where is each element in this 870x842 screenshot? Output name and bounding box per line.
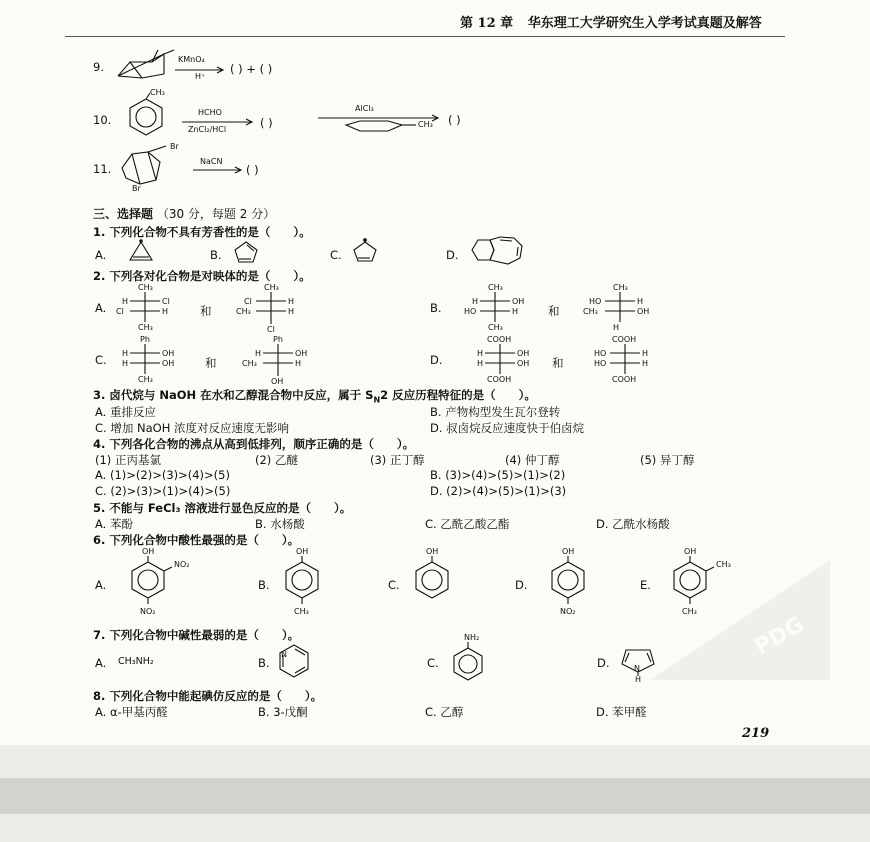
reaction-10-substituent: CH₃: [150, 88, 165, 97]
reaction-11-product: ( ): [246, 163, 259, 177]
q2-d-cooh-top: COOH: [487, 335, 512, 344]
q7-b-pyridine: [278, 643, 314, 679]
q6-e-ch3-2: CH₃: [682, 607, 697, 616]
q2-c2-ph: Ph: [273, 335, 283, 344]
q2-a-ch3-bot: CH₃: [138, 323, 153, 332]
reaction-11-br-top: Br: [170, 142, 179, 151]
q1-option-a-label: A.: [95, 248, 107, 262]
reaction-11-reagent: NaCN: [200, 157, 223, 166]
q2-a-cl-1: Cl: [162, 297, 170, 306]
q6-c-structure: [402, 547, 462, 608]
reaction-10-number: 10.: [93, 113, 112, 127]
q2-c-h-2: H: [122, 359, 129, 368]
chapter-label: 第 12 章: [460, 16, 514, 31]
q7-b-n: N: [281, 650, 287, 659]
q2-b2-ho: HO: [589, 297, 602, 306]
reaction-11-number: 11.: [93, 162, 112, 176]
q2-d2-ho-2: HO: [594, 359, 607, 368]
q6-a-structure: [118, 547, 198, 616]
q4-item-3: (3) 正丁醇: [370, 453, 425, 467]
q6-d-oh: OH: [562, 547, 575, 556]
q2-stem: 2. 下列各对化合物是对映体的是（ ）。: [93, 269, 311, 283]
q2-a-fischer-pair: [108, 284, 198, 334]
q6-option-b-label: B.: [258, 578, 270, 592]
q2-b2-h-bot: H: [613, 323, 620, 332]
reaction-9-substrate: [112, 48, 182, 84]
q4-option-c: C. (2)>(3)>(1)>(4)>(5): [95, 484, 231, 498]
q2-d2-h-1: H: [642, 349, 649, 358]
q5-option-d: D. 乙酰水杨酸: [596, 517, 670, 531]
q2-option-b-label: B.: [430, 301, 442, 315]
q2-a2-h: H: [288, 297, 295, 306]
q7-c-aniline: [450, 633, 490, 684]
q6-stem: 6. 下列化合物中酸性最强的是（ ）。: [93, 533, 300, 547]
q5-option-a: A. 苯酚: [95, 517, 133, 531]
q7-d-h: H: [635, 675, 642, 684]
reaction-9-reagent-top: KMnO₄: [178, 55, 205, 64]
q7-option-a-label: A.: [95, 656, 107, 670]
header-rule: [65, 36, 785, 37]
reaction-9-reagent-bot: H⁺: [195, 72, 206, 81]
q1-stem: 1. 下列化合物不具有芳香性的是（ ）。: [93, 225, 311, 239]
page-number: 219: [742, 726, 770, 741]
q2-c-fischer-2: [238, 336, 328, 388]
q5-option-c: C. 乙酰乙酸乙酯: [425, 517, 510, 531]
section-note: （30 分，每题 2 分）: [156, 207, 276, 221]
q4-option-d: D. (2)>(4)>(5)>(1)>(3): [430, 484, 567, 498]
q6-a-no2-2: NO₂: [140, 607, 156, 616]
q1-a-cyclopropene: [128, 240, 154, 262]
q2-b-and: 和: [548, 304, 560, 318]
q5-stem: 5. 不能与 FeCl₃ 溶液进行显色反应的是（ ）。: [93, 501, 352, 515]
q2-d-fischer-2: [580, 336, 675, 386]
q2-b2-ch3-top: CH₃: [613, 283, 628, 292]
q2-a2-h-2: H: [288, 307, 295, 316]
q2-a2-cl-bot: Cl: [267, 325, 275, 334]
q7-c-nh2: NH₂: [464, 633, 480, 642]
q6-d-structure: [538, 547, 598, 616]
q2-c-fischer-1: [108, 336, 198, 386]
q2-a2-ch3-left: CH₃: [236, 307, 251, 316]
q1-option-c-label: C.: [330, 248, 342, 262]
q2-option-d-label: D.: [430, 353, 443, 367]
q2-a-ch3-top: CH₃: [138, 283, 153, 292]
q2-d-oh-2: OH: [517, 359, 530, 368]
q3-option-d: D. 叔卤烷反应速度快于伯卤烷: [430, 421, 585, 435]
reaction-9-number: 9.: [93, 60, 104, 74]
q4-stem: 4. 下列各化合物的沸点从高到低排列，顺序正确的是（ ）。: [93, 437, 415, 451]
q4-item-4: (4) 仲丁醇: [505, 453, 560, 467]
q1-b-cyclopentadiene: [233, 240, 259, 264]
q2-b-ch3-top: CH₃: [488, 283, 503, 292]
q2-a2-cl: Cl: [244, 297, 252, 306]
q2-c2-h-2: H: [295, 359, 302, 368]
q2-b-h-2: H: [512, 307, 519, 316]
q2-b-fischer-1: [450, 284, 540, 334]
q2-a-and: 和: [200, 304, 212, 318]
section-heading: [93, 205, 275, 222]
reaction-10-toluene: [128, 97, 168, 137]
q2-d2-h-2: H: [642, 359, 649, 368]
q1-d-azulene: [468, 236, 528, 266]
q2-b2-h: H: [637, 297, 644, 306]
page-header: [460, 12, 790, 31]
q6-d-no2: NO₂: [560, 607, 576, 616]
q2-d-oh-1: OH: [517, 349, 530, 358]
q3-stem-tail: 2 反应历程特征的是（ ）。: [380, 388, 536, 402]
q2-c2-ch3: CH₃: [242, 359, 257, 368]
q7-d-n: N: [634, 664, 640, 673]
q2-a-fischer-pair-2: [234, 284, 324, 336]
q2-b-h-1: H: [472, 297, 479, 306]
watermark-text: PDG: [750, 612, 809, 661]
q4-item-1: (1) 正丙基氯: [95, 453, 161, 467]
q2-c-ph: Ph: [140, 335, 150, 344]
q3-option-a: A. 重排反应: [95, 405, 156, 419]
q2-c-ch3: CH₃: [138, 375, 153, 384]
q6-option-c-label: C.: [388, 578, 400, 592]
q2-option-c-label: C.: [95, 353, 107, 367]
q3-option-c: C. 增加 NaOH 浓度对反应速度无影响: [95, 421, 289, 435]
q6-option-e-label: E.: [640, 578, 651, 592]
q7-option-a-formula: CH₃NH₂: [118, 656, 154, 667]
q1-c-cyclopentadienyl: [352, 238, 378, 262]
q6-b-oh: OH: [296, 547, 309, 556]
q6-e-oh: OH: [684, 547, 697, 556]
reaction-10-intermediate: ( ): [260, 116, 273, 130]
q8-option-d: D. 苯甲醛: [596, 705, 647, 719]
q2-a-h-1: H: [122, 297, 129, 306]
q6-option-d-label: D.: [515, 578, 528, 592]
q1-option-d-label: D.: [446, 248, 459, 262]
q7-option-c-label: C.: [427, 656, 439, 670]
q7-option-b-label: B.: [258, 656, 270, 670]
q2-d2-cooh-top: COOH: [612, 335, 637, 344]
q2-b-ch3-bot: CH₃: [488, 323, 503, 332]
q4-item-2: (2) 乙醚: [255, 453, 298, 467]
q6-a-no2-1: NO₂: [174, 560, 190, 569]
q3-option-b: B. 产物构型发生瓦尔登转: [430, 405, 561, 419]
q2-c2-h: H: [255, 349, 262, 358]
q6-a-oh: OH: [142, 547, 155, 556]
q7-stem: 7. 下列化合物中碱性最弱的是（ ）。: [93, 628, 300, 642]
scan-shadow-dark: [0, 778, 870, 814]
reaction-9-products: ( ) + ( ): [230, 62, 273, 76]
q3-stem: [93, 387, 536, 404]
q4-item-5: (5) 异丁醇: [640, 453, 695, 467]
q2-d-fischer-1: [455, 336, 550, 386]
q2-d-cooh-bot: COOH: [487, 375, 512, 384]
q2-d2-ho-1: HO: [594, 349, 607, 358]
q1-option-b-label: B.: [210, 248, 222, 262]
q6-option-a-label: A.: [95, 578, 107, 592]
q8-option-c: C. 乙醇: [425, 705, 464, 719]
q4-option-b: B. (3)>(4)>(5)>(1)>(2): [430, 468, 566, 482]
q3-stem-text: 3. 卤代烷与 NaOH 在水和乙醇混合物中反应，属于 S: [93, 388, 374, 402]
reaction-10-product: ( ): [448, 113, 461, 127]
q2-a2-ch3-top: CH₃: [264, 283, 279, 292]
q2-d-h-1: H: [477, 349, 484, 358]
q6-e-ch3-1: CH₃: [716, 560, 731, 569]
q2-b-ho: HO: [464, 307, 477, 316]
reaction-10-reagent2-sub: CH₃: [418, 120, 433, 129]
q8-stem: 8. 下列化合物中能起碘仿反应的是（ ）。: [93, 689, 323, 703]
q8-option-b: B. 3-戊酮: [258, 705, 308, 719]
q3-stem-sub: N: [373, 395, 381, 405]
q5-option-b: B. 水杨酸: [255, 517, 305, 531]
q2-b2-oh: OH: [637, 307, 650, 316]
q2-d-h-2: H: [477, 359, 484, 368]
section-title: 三、选择题: [93, 207, 154, 221]
q2-option-a-label: A.: [95, 301, 107, 315]
pdg-watermark: [650, 560, 830, 680]
reaction-11-br-bot: Br: [132, 184, 141, 193]
q4-option-a: A. (1)>(2)>(3)>(4)>(5): [95, 468, 230, 482]
q2-a-cl-2: Cl: [116, 307, 124, 316]
q2-c-oh-1: OH: [162, 349, 175, 358]
q2-b2-ch3-left: CH₃: [583, 307, 598, 316]
book-title: 华东理工大学研究生入学考试真题及解答: [527, 16, 762, 31]
reaction-10-reagent1-top: HCHO: [198, 108, 222, 117]
q6-b-ch3: CH₃: [294, 607, 309, 616]
reaction-11-arrow: [193, 167, 243, 173]
q7-option-d-label: D.: [597, 656, 610, 670]
q2-c2-oh-bot: OH: [271, 377, 284, 386]
q2-b-fischer-2: [575, 284, 665, 334]
q2-d2-cooh-bot: COOH: [612, 375, 637, 384]
reaction-10-reagent1-bot: ZnCl₂/HCl: [188, 125, 227, 134]
q6-c-oh: OH: [426, 547, 439, 556]
reaction-11-substrate: [118, 148, 166, 190]
q8-option-a: A. α-甲基丙醛: [95, 705, 168, 719]
q2-c-and: 和: [205, 356, 217, 370]
q2-a-h-2: H: [162, 307, 169, 316]
q2-c2-oh: OH: [295, 349, 308, 358]
q6-b-structure: [272, 547, 332, 616]
q2-c-oh-2: OH: [162, 359, 175, 368]
q2-b-oh-1: OH: [512, 297, 525, 306]
q2-d-and: 和: [552, 356, 564, 370]
q2-c-h-1: H: [122, 349, 129, 358]
reaction-10-reagent2-top: AlCl₃: [355, 104, 374, 113]
